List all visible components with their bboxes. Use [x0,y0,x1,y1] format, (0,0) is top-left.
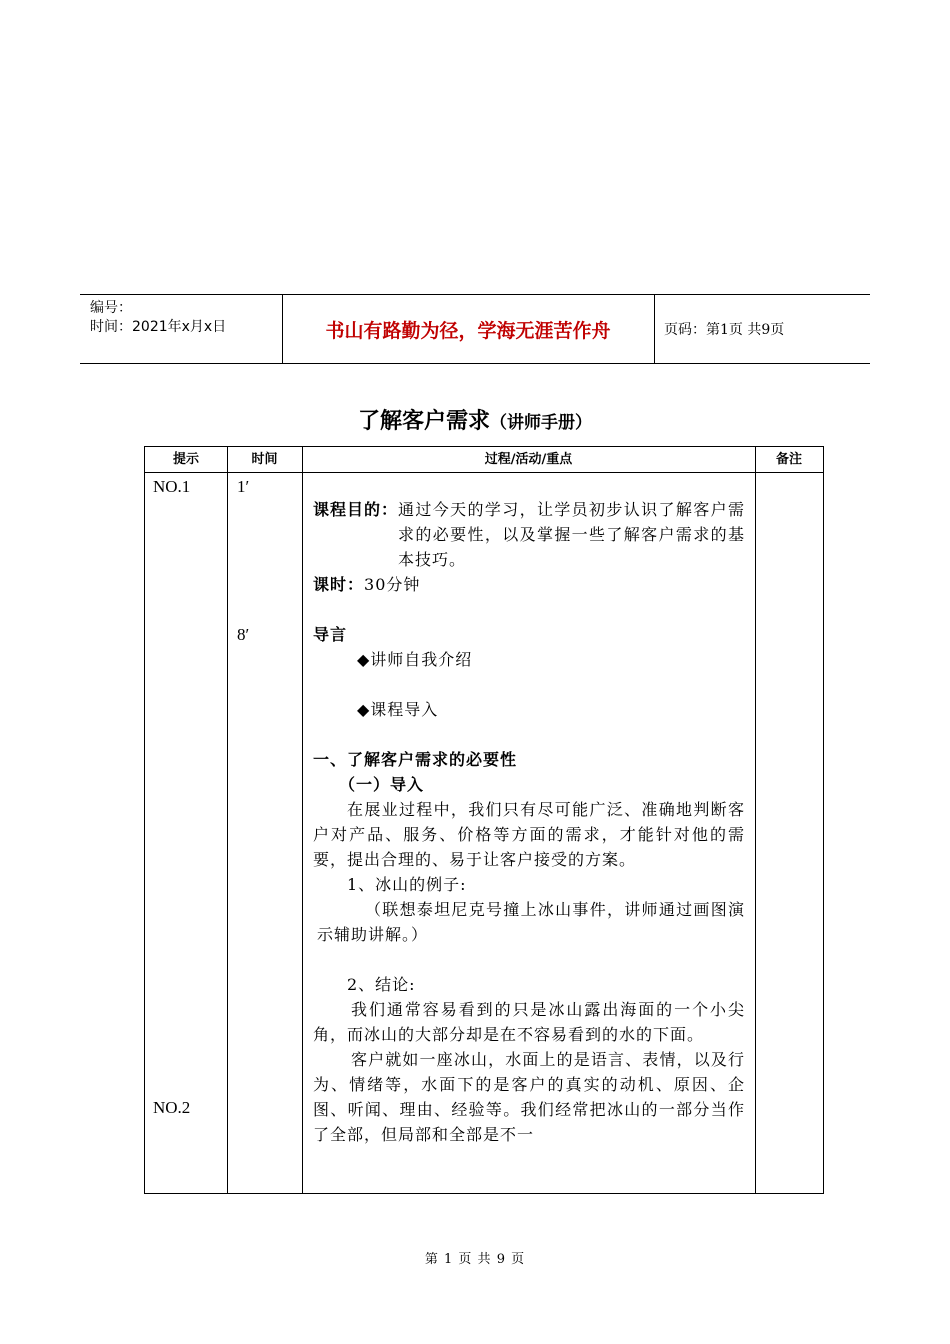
column-divider [302,447,303,1193]
list-item: 1、冰山的例子: [347,875,467,894]
lesson-table [144,446,824,1194]
time-1: 1′ [237,477,250,496]
hours-value: 30分钟 [364,575,421,594]
title-sub: （讲师手册） [490,413,592,433]
intro-heading: 导言 [313,625,348,644]
column-header-notes: 备注 [775,452,802,467]
paragraph: 客户就如一座冰山，水面上的是语言、表情，以及行为、情绪等，水面下的是客户的真实的动机、原因、企图、听闻、理由、经验等。我们经常把冰山的一部分当作了全部，但局部和全部是不一 [313,1050,745,1144]
hint-no2: NO.2 [153,1098,191,1117]
paragraph: 在展业过程中，我们只有尽可能广泛、准确地判断客户对产品、服务、价格等方面的需求，才能针对他的需要，提出合理的、易于让客户接受的方案。 [313,800,745,869]
intro-item: ◆课程导入 [357,700,439,719]
purpose-text: 通过今天的学习，让学员初步认识了解客户需求的必要性，以及掌握一些了解客户需求的基本技巧。 [398,500,745,569]
header-slogan: 书山有路勤为径，学海无涯苦作舟 [325,319,611,342]
title-main: 了解客户需求 [357,409,490,434]
column-header-hint: 提示 [172,452,199,467]
intro-item: ◆讲师自我介绍 [357,650,473,669]
document-header [80,294,870,364]
time-8: 8′ [237,625,250,644]
course-hours [313,572,745,597]
column-divider [755,447,756,1193]
column-divider [227,447,228,1193]
hours-label: 课时： [313,575,365,594]
header-number-label: 编号： [90,300,132,316]
hint-no1: NO.1 [153,477,191,496]
header-row-divider [145,472,823,473]
subsection-heading: （一）导入 [339,775,425,794]
header-divider [654,295,655,363]
page-title [0,404,950,435]
purpose-label: 课程目的： [313,500,399,519]
paragraph: 我们通常容易看到的只是冰山露出海面的一个小尖角，而冰山的大部分却是在不容易看到的水的下面。 [313,1000,745,1044]
header-page-info: 页码：第1页 共9页 [664,322,785,338]
page-footer: 第 1 页 共 9 页 [424,1252,526,1267]
column-header-time: 时间 [251,452,278,467]
list-item: 2、结论: [347,975,416,994]
course-purpose [313,497,745,572]
process-content [313,497,745,1147]
paragraph: （联想泰坦尼克号撞上冰山事件，讲师通过画图演示辅助讲解。） [317,900,745,944]
section-heading: 一、了解客户需求的必要性 [313,750,518,769]
column-header-process: 过程/活动/重点 [484,452,573,467]
header-time-label: 时间：2021年x月x日 [90,319,227,335]
header-meta [90,299,226,337]
